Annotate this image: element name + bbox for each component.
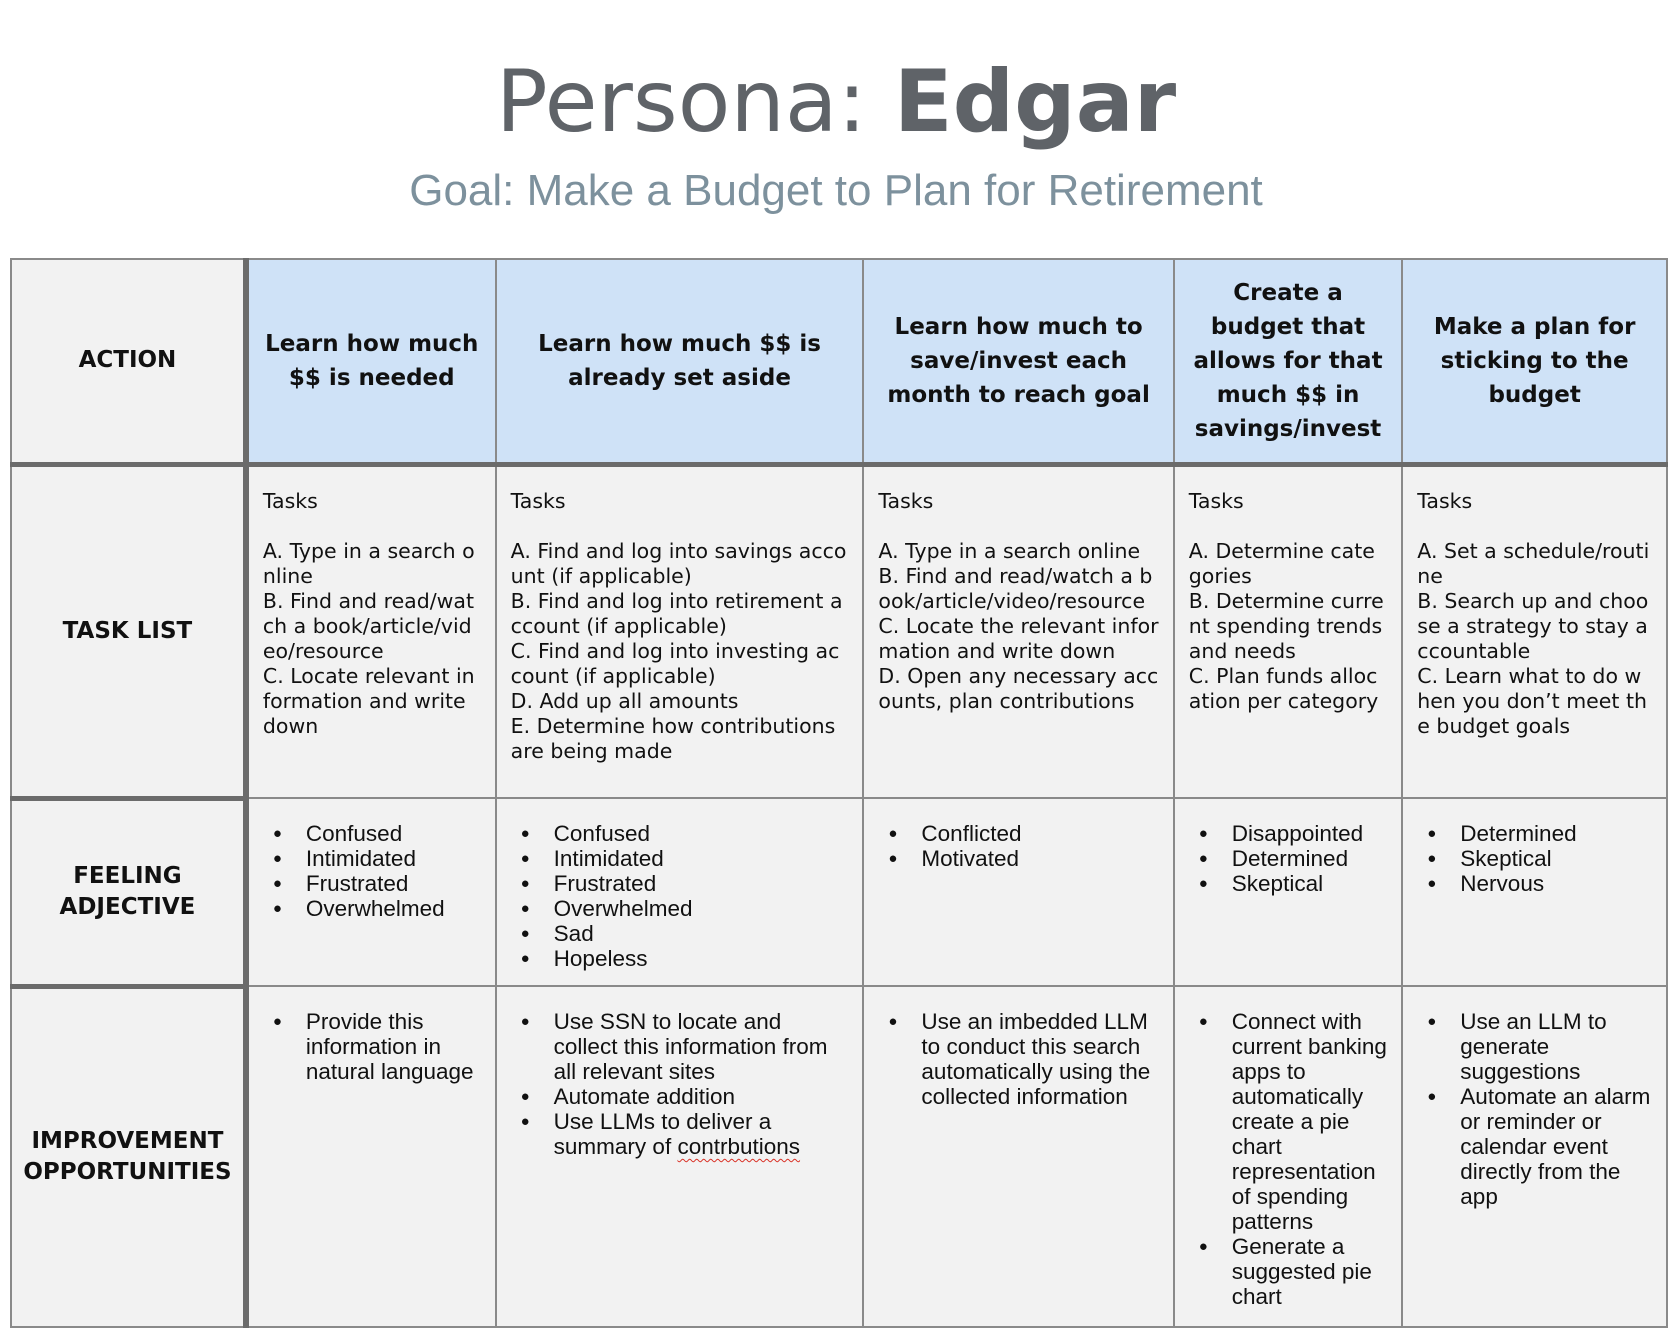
list-item: ● Intimidated [263, 846, 481, 871]
row-label-line: OPPORTUNITIES [23, 1159, 232, 1186]
list-item [511, 1109, 849, 1159]
row-label-improvement-opportunities [11, 986, 246, 1327]
page-title [0, 52, 1672, 152]
feeling-cell-1 [246, 798, 496, 986]
row-label-feeling-adjective [11, 798, 246, 986]
feeling-cell-3 [863, 798, 1173, 986]
list-item: ● Sad [511, 921, 849, 946]
feeling-cell-5 [1402, 798, 1667, 986]
list-item: ● Use an imbedded LLM to conduct this search automatically using the collected information [878, 1009, 1158, 1109]
improvement-list [878, 1009, 1158, 1109]
list-item: ● Conflicted [878, 821, 1158, 846]
improvement-list [1417, 1009, 1652, 1209]
persona-name: Edgar [893, 52, 1177, 152]
list-item: ● Frustrated [511, 871, 849, 896]
feeling-adjective-row [11, 798, 1667, 986]
list-item: ● Skeptical [1189, 871, 1388, 896]
feeling-list [1417, 821, 1652, 896]
list-item: ● Overwhelmed [263, 896, 481, 921]
improvement-list [263, 1009, 481, 1084]
list-item: ● Frustrated [263, 871, 481, 896]
feeling-list [263, 821, 481, 921]
improvement-list [1189, 1009, 1388, 1309]
feeling-cell-2 [496, 798, 864, 986]
task-list-text: Tasks A. Type in a search online B. Find and read/watch a book/article/video/resource C. Locate the relevant information and write down D. Open any necessary accounts, plan contributions [878, 488, 1159, 713]
task-list-text: Tasks A. Find and log into savings account (if applicable) B. Find and log into retirement account (if applicable) C. Find and log into investing account (if applicable) D. Add up all amounts E. Determine how contributions are being made [510, 488, 847, 763]
row-label-line: IMPROVEMENT [31, 1128, 224, 1155]
feeling-cell-4 [1174, 798, 1403, 986]
list-item: ● Disappointed [1189, 821, 1388, 846]
action-cell-4: Create a budget that allows for that much $$ in savings/invest [1174, 259, 1403, 464]
list-item: ● Hopeless [511, 946, 849, 971]
list-item: ● Intimidated [511, 846, 849, 871]
list-item: ● Determined [1189, 846, 1388, 871]
task-list-text: Tasks A. Type in a search online B. Find and read/watch a book/article/video/resource C. Locate relevant information and write down [262, 488, 475, 738]
action-cell-2: Learn how much $$ is already set aside [496, 259, 864, 464]
row-label-action: ACTION [11, 259, 246, 464]
task-cell-2 [496, 464, 864, 798]
task-cell-4 [1174, 464, 1403, 798]
feeling-list [878, 821, 1158, 871]
task-cell-5 [1402, 464, 1667, 798]
action-cell-5: Make a plan for sticking to the budget [1402, 259, 1667, 464]
journey-map-table [10, 258, 1668, 1328]
action-row [11, 259, 1667, 464]
improvement-cell-2 [496, 986, 864, 1327]
list-item: ● Skeptical [1417, 846, 1652, 871]
improvement-cell-1 [246, 986, 496, 1327]
task-cell-3 [863, 464, 1173, 798]
list-item: ● Determined [1417, 821, 1652, 846]
task-cell-1 [246, 464, 496, 798]
row-label-line: ADJECTIVE [59, 894, 196, 920]
action-cell-1: Learn how much $$ is needed [246, 259, 496, 464]
list-item: ● Use an LLM to generate suggestions [1417, 1009, 1652, 1084]
list-item: ● Automate an alarm or reminder or calendar event directly from the app [1417, 1084, 1652, 1209]
list-item-text: Use LLMs to deliver a summary of [553, 1109, 772, 1159]
improvement-cell-5 [1402, 986, 1667, 1327]
task-list-row [11, 464, 1667, 798]
list-item: ● Generate a suggested pie chart [1189, 1234, 1388, 1309]
list-item: ● Nervous [1417, 871, 1652, 896]
list-item: ● Motivated [878, 846, 1158, 871]
title-prefix: Persona: [495, 52, 894, 152]
feeling-list [511, 821, 849, 971]
improvement-opportunities-row [11, 986, 1667, 1327]
improvement-list [511, 1009, 849, 1159]
improvement-cell-3 [863, 986, 1173, 1327]
improvement-cell-4 [1174, 986, 1403, 1327]
list-item: ● Provide this information in natural language [263, 1009, 481, 1084]
list-item: ● Overwhelmed [511, 896, 849, 921]
misspelled-word: contrbutions [677, 1134, 801, 1159]
task-list-text: Tasks A. Determine categories B. Determine current spending trends and needs C. Plan funds allocation per category [1188, 488, 1384, 713]
list-item: ● Use SSN to locate and collect this information from all relevant sites [511, 1009, 849, 1084]
list-item: ● Confused [511, 821, 849, 846]
list-item: ● Confused [263, 821, 481, 846]
list-item: ● Automate addition [511, 1084, 849, 1109]
action-cell-3: Learn how much to save/invest each month to reach goal [863, 259, 1173, 464]
list-item: ● Connect with current banking apps to automatically create a pie chart representation of spending patterns [1189, 1009, 1388, 1234]
task-list-text: Tasks A. Set a schedule/routine B. Search up and choose a strategy to stay accountable C. Learn what to do when you don’t meet the budget goals [1417, 488, 1650, 738]
row-label-task-list: TASK LIST [11, 464, 246, 798]
feeling-list [1189, 821, 1388, 896]
goal-subtitle: Goal: Make a Budget to Plan for Retirement [409, 166, 1263, 215]
row-label-line: FEELING [73, 863, 182, 889]
